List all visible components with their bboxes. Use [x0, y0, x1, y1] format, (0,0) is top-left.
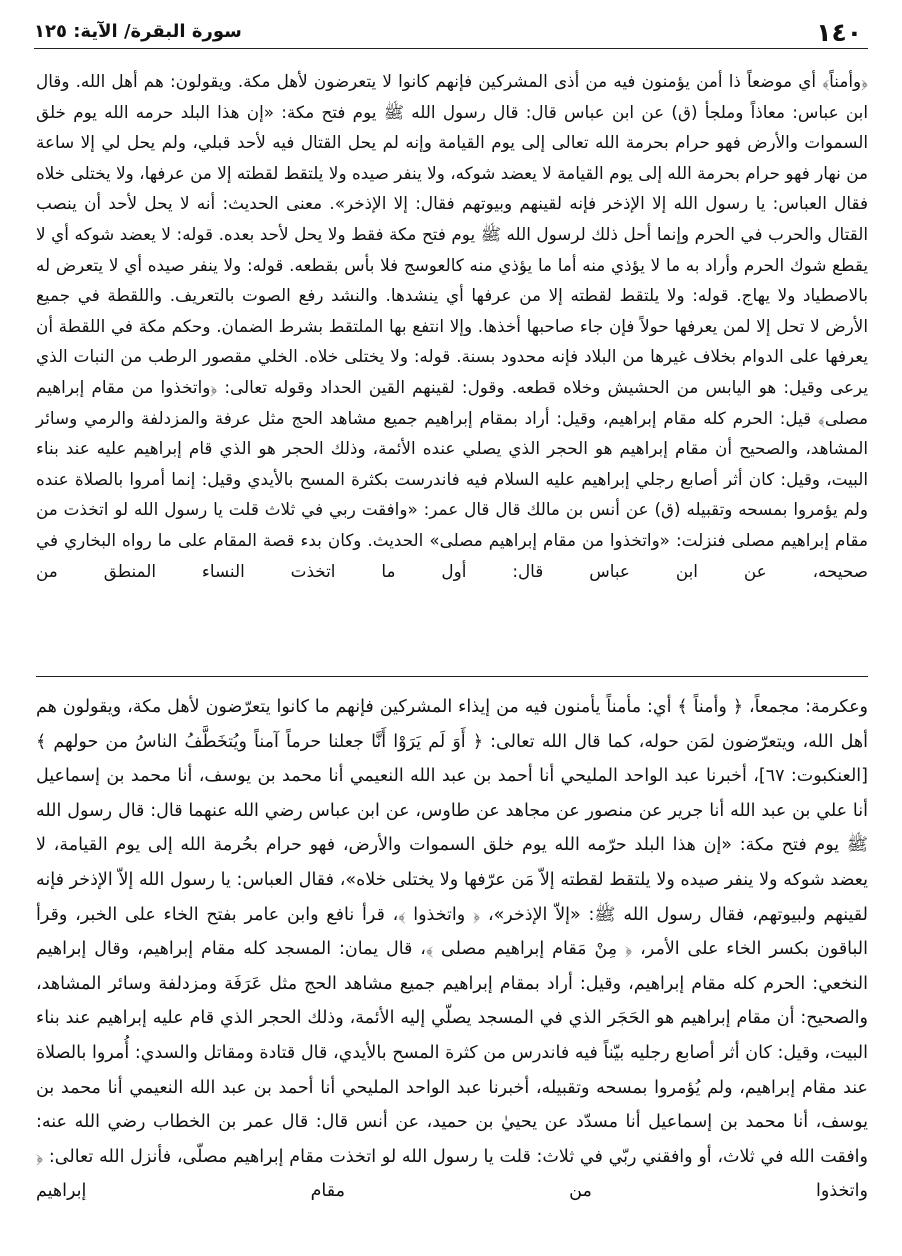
- surah-reference: سورة البقرة/ الآية: ١٢٥: [34, 21, 242, 42]
- upper-commentary: [36, 66, 868, 586]
- lower-commentary-text: وعكرمة: مجمعاً، ﴿ وأمناً ﴾ أي: مأمناً يأمنون فيه من إيذاء المشركين فإنهم ما كانوا يتعرّضون لأهل مكة، ويقولون هم أهل الله، ويتعرّضون لمَن حوله، كما قال الله تعالى: ﴿ أَوَ لَم يَرَوْا أَنَّا جعلنا حرماً آمناً ويُتخَطَّفُ الناسُ من حولهم ﴾ [العنكبوت: ٦٧]، أخبرنا عبد الواحد المليحي أنا أحمد بن عبد الله النعيمي أنا محمد بن يوسف، أنا محمد بن إسماعيل أنا علي بن عبد الله أنا جرير عن منصور عن مجاهد عن طاوس، عن ابن عباس رضي الله عنهما قال: قال رسول الله ﷺ يوم فتح مكة: «إن هذا البلد حرّمه الله يوم خلق السموات والأرض، فهو حرام بحُرمة الله إلى يوم القيامة، لا يعضد شوكه ولا ينفر صيده ولا يلتقط لقطته إلاّ مَن عرّفها ولا يختلى خلاه»، فقال العباس: يا رسول الله إلاّ الإذخر فإنه لقينهم ولبيوتهم، فقال رسول الله ﷺ: «إلاّ الإذخر»، ﴿ واتخذوا ﴾، قرأ نافع وابن عامر بفتح الخاء على الخبر، وقرأ الباقون بكسر الخاء على الأمر، ﴿ مِنْ مَقام إبراهيم مصلى ﴾، قال يمان: المسجد كله مقام إبراهيم، وقال إبراهيم النخعي: الحرم كله مقام إبراهيم، وقيل: أراد بمقام إبراهيم جميع مشاهد الحج مثل عَرَفَة ومزدلفة وسائر المشاهد، والصحيح: أن مقام إبراهيم هو الحَجَر الذي في المسجد يصلّي إليه الأئمة، وذلك الحجر الذي قام عليه إبراهيم عند بناء البيت، وقيل: كان أثر أصابع رجليه بيّناً فيه فاندرس من كثرة المسح بالأيدي، قال قتادة ومقاتل والسدي: أُمروا بالصلاة عند مقام إبراهيم، ولم يُؤمروا بمسحه وتقبيله، أخبرنا عبد الواحد المليحي أنا أحمد بن عبد الله النعيمي أنا محمد بن يوسف، أنا محمد بن إسماعيل أنا مسدّد عن يحييٰ بن حميد، عن أنس قال: قال عمر بن الخطاب رضي الله عنه: وافقت الله في ثلاث، أو وافقني ربّي في ثلاث: قلت يا رسول الله لو اتخذت مقام إبراهيم مصلّى، فأنزل الله تعالى: ﴿ واتخذوا من مقام إبراهيم: [36, 697, 868, 1202]
- upper-commentary-text: ﴿وأمناً﴾ أي موضعاً ذا أمن يؤمنون فيه من أذى المشركين فإنهم كانوا لا يتعرضون لأهل مكة. ويقولون: هم أهل الله. وقال ابن عباس: معاذاً وملجأ (ق) عن ابن عباس قال: قال رسول الله ﷺ يوم فتح مكة: «إن هذا البلد حرمه الله يوم خلق السموات والأرض فهو حرام بحرمة الله تعالى إلى يوم القيامة وإنه لم يحل القتال فيه لأحد قبلي، ولم يحل لي إلا ساعة من نهار فهو حرام بحرمة الله إلى يوم القيامة لا يعضد شوكه، ولا ينفر صيده ولا يلتقط لقطته إلا من عرفها، ولا يختلى خلاه فقال العباس: يا رسول الله إلا الإذخر فإنه لقينهم وبيوتهم فقال: إلا الإذخر». معنى الحديث: أنه لا يحل لأحد أن ينصب القتال والحرب في الحرم وإنما أحل ذلك لرسول الله ﷺ يوم فتح مكة فقط ولا يحل لأحد بعده. قوله: لا يعضد شوكه أي لا يقطع شوك الحرم وأراد به ما لا يؤذي منه أما ما يؤذي منه كالعوسج فلا بأس بقطعه. قوله: ولا ينفر صيده أي لا يتعرض له بالاصطياد ولا يهاج. قوله: ولا يلتقط لقطته إلا من عرفها أي ينشدها. والنشد رفع الصوت بالتعريف. واللقطة في جميع الأرض لا تحل إلا لمن يعرفها حولاً فإن جاء صاحبها أخذها. وإلا انتفع بها الملتقط بشرط الضمان. وحكم مكة في اللقطة أن يعرفها على الدوام بخلاف غيرها من البلاد فإنه محدود بسنة. قوله: ولا يختلى خلاه. الخلي مقصور الرطب من النبات الذي يرعى وقيل: هو اليابس من الحشيش وخلاه قطعه. وقول: لقينهم القين الحداد وقوله تعالى: ﴿واتخذوا من مقام إبراهيم مصلى﴾ قيل: الحرم كله مقام إبراهيم، وقيل: أراد بمقام إبراهيم جميع مشاهد الحج مثل عرفة والمزدلفة والرمي وسائر المشاهد، والصحيح أن مقام إبراهيم هو الحجر الذي يصلي عنده الأئمة، وذلك الحجر هو الذي قام إبراهيم عليه عند بناء البيت، وقيل: كان أثر أصابع رجلي إبراهيم عليه السلام فيه فاندرست بكثرة المسح بالأيدي وقيل: إنما أمروا بالصلاة عنده ولم يؤمروا بمسحه وتقبيله (ق) عن أنس بن مالك قال قال عمر: «وافقت ربي في ثلاث قلت يا رسول الله لو اتخذت من مقام إبراهيم مصلى فنزلت: «واتخذوا من مقام إبراهيم مصلى» الحديث. وكان بدء قصة المقام على ما رواه البخاري في صحيحه، عن ابن عباس قال: أول ما اتخذت النساء المنطق من: [36, 71, 868, 581]
- page-number: ١٤٠: [816, 18, 862, 47]
- header-rule: [34, 48, 868, 49]
- lower-commentary: [36, 690, 868, 1209]
- page-header: [34, 14, 868, 52]
- section-divider: [36, 676, 868, 677]
